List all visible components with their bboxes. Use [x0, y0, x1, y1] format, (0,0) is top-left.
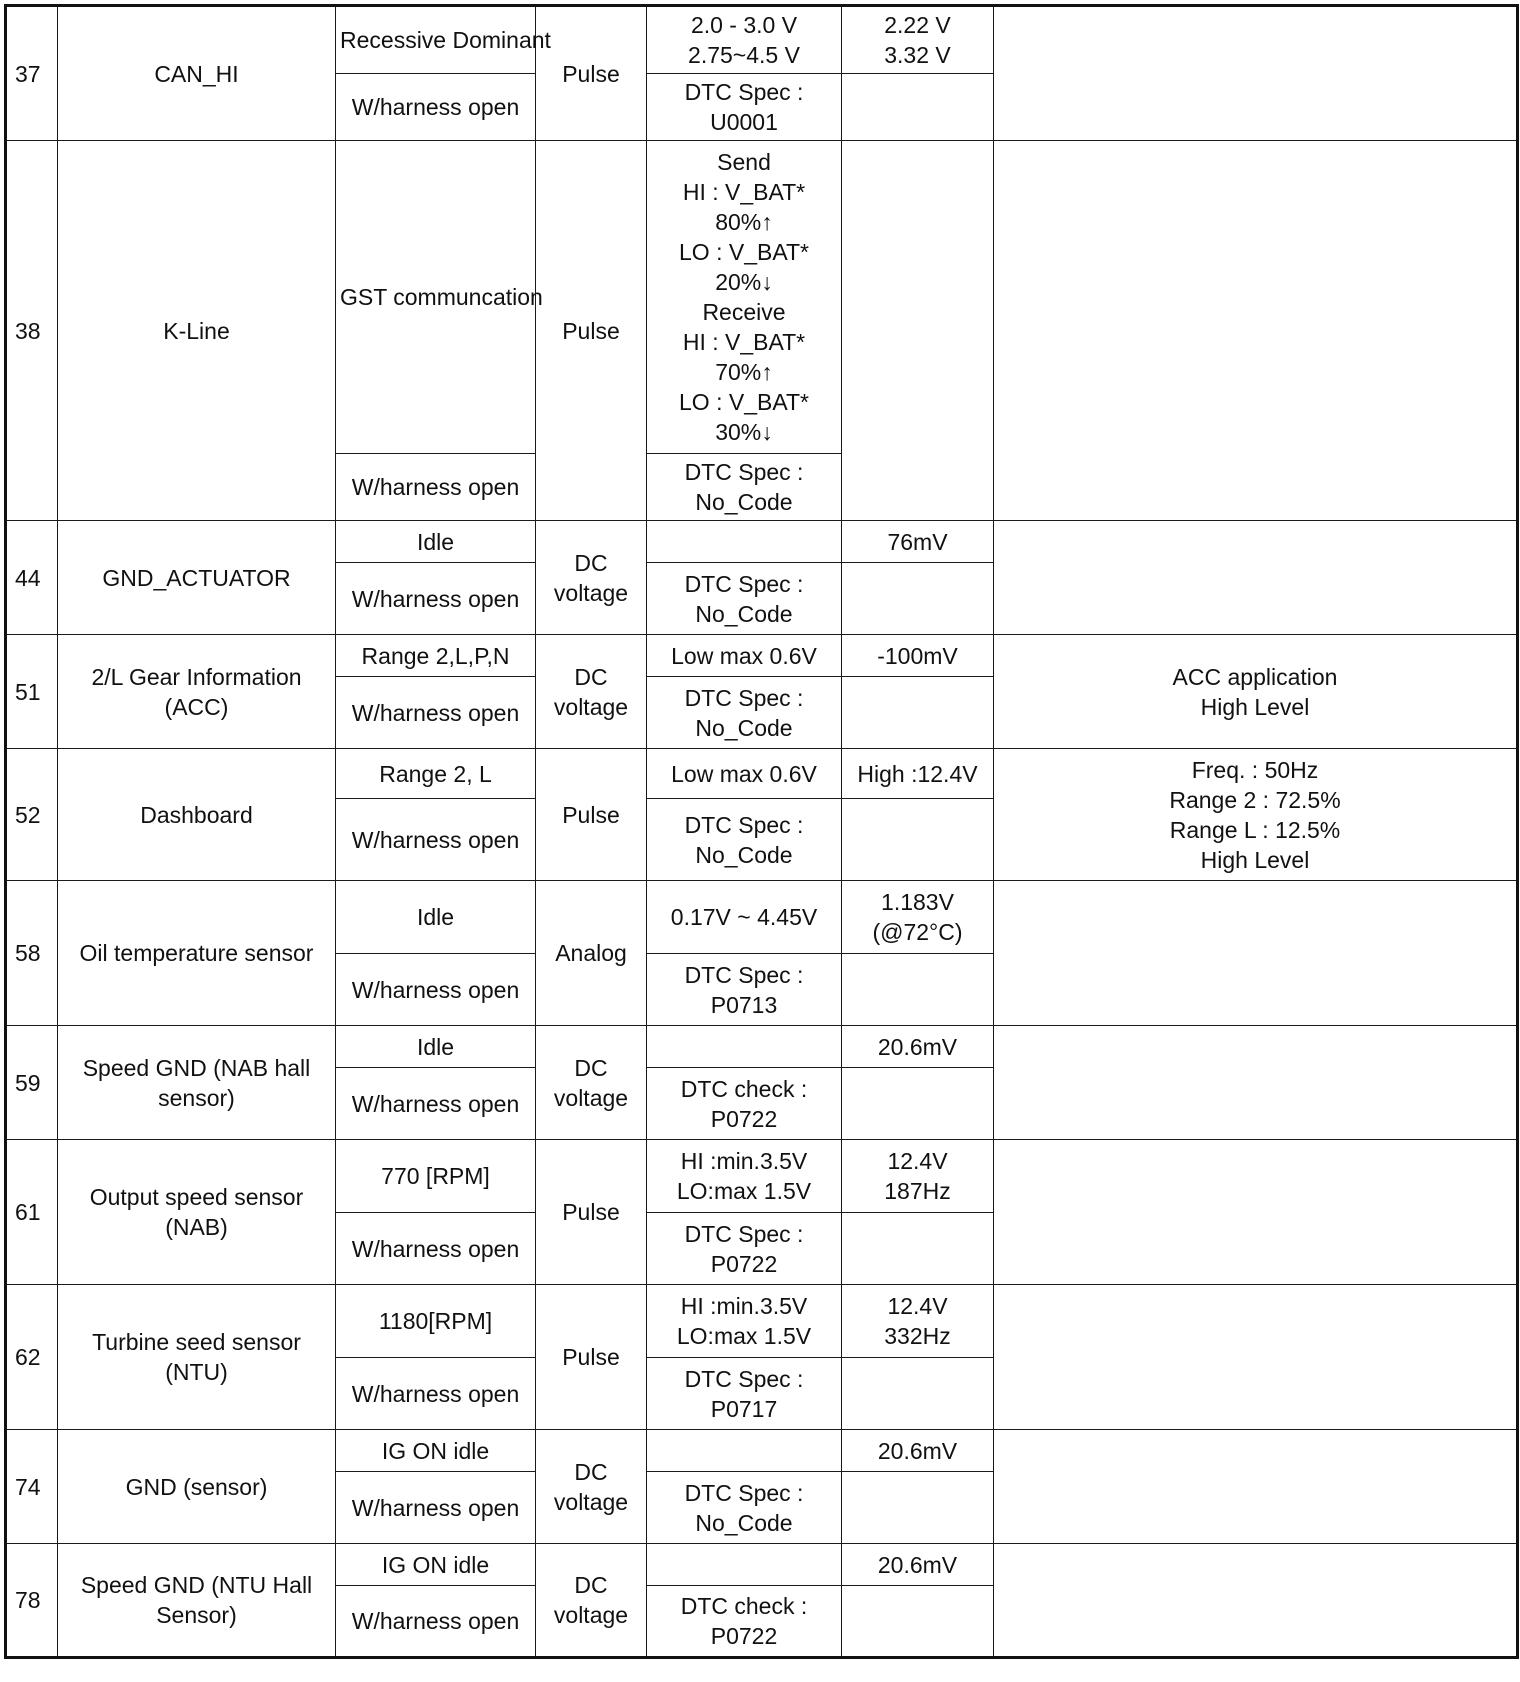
- spec-value: Send HI : V_BAT* 80%↑ LO : V_BAT* 20%↓ Receive HI : V_BAT* 70%↑ LO : V_BAT* 30%↓: [647, 141, 842, 454]
- remark: ACC application High Level: [994, 635, 1518, 749]
- measured-value: High :12.4V: [842, 749, 994, 799]
- terminal-description: GND (sensor): [58, 1430, 336, 1544]
- measured-value: [842, 563, 994, 635]
- spec-value: Low max 0.6V: [647, 749, 842, 799]
- measured-value: 20.6mV: [842, 1544, 994, 1586]
- spec-value: Low max 0.6V: [647, 635, 842, 677]
- remark: [994, 1140, 1518, 1285]
- spec-value: DTC Spec : U0001: [647, 74, 842, 141]
- test-condition: W/harness open: [336, 1358, 536, 1430]
- terminal-description: Speed GND (NTU Hall Sensor): [58, 1544, 336, 1658]
- spec-value: DTC Spec : P0722: [647, 1213, 842, 1285]
- test-condition: W/harness open: [336, 1586, 536, 1658]
- pin-number: 51: [6, 635, 58, 749]
- signal-type: Pulse: [536, 1140, 647, 1285]
- remark: [994, 1026, 1518, 1140]
- spec-value: DTC Spec : No_Code: [647, 677, 842, 749]
- measured-value: 1.183V (@72°C): [842, 881, 994, 954]
- remark: [994, 1285, 1518, 1430]
- test-condition: W/harness open: [336, 677, 536, 749]
- measured-value: 76mV: [842, 521, 994, 563]
- table-row: [6, 881, 1518, 954]
- signal-type: DC voltage: [536, 635, 647, 749]
- measured-value: [842, 1586, 994, 1658]
- remark: Freq. : 50Hz Range 2 : 72.5% Range L : 12.5% High Level: [994, 749, 1518, 881]
- measured-value: 20.6mV: [842, 1026, 994, 1068]
- pin-number: 37: [6, 6, 58, 141]
- spec-value: [647, 1026, 842, 1068]
- table-row: [6, 1140, 1518, 1213]
- measured-value: [842, 1068, 994, 1140]
- measured-value: [842, 1472, 994, 1544]
- pin-number: 44: [6, 521, 58, 635]
- test-condition: W/harness open: [336, 799, 536, 881]
- test-condition: Recessive Dominant: [336, 6, 536, 74]
- remark: [994, 6, 1518, 141]
- pin-number: 61: [6, 1140, 58, 1285]
- terminal-description: K-Line: [58, 141, 336, 521]
- table-row: [6, 6, 1518, 74]
- spec-value: HI :min.3.5V LO:max 1.5V: [647, 1285, 842, 1358]
- measured-value: [842, 954, 994, 1026]
- signal-type: Pulse: [536, 749, 647, 881]
- pin-number: 74: [6, 1430, 58, 1544]
- test-condition: Range 2,L,P,N: [336, 635, 536, 677]
- spec-value: DTC Spec : P0713: [647, 954, 842, 1026]
- test-condition: W/harness open: [336, 563, 536, 635]
- terminal-description: GND_ACTUATOR: [58, 521, 336, 635]
- remark: [994, 1430, 1518, 1544]
- terminal-description: Output speed sensor (NAB): [58, 1140, 336, 1285]
- measured-value: 12.4V 332Hz: [842, 1285, 994, 1358]
- spec-value: 0.17V ~ 4.45V: [647, 881, 842, 954]
- measured-value: [842, 799, 994, 881]
- test-condition: 1180[RPM]: [336, 1285, 536, 1358]
- signal-type: DC voltage: [536, 521, 647, 635]
- terminal-spec-page: [4, 4, 1516, 1682]
- terminal-description: Speed GND (NAB hall sensor): [58, 1026, 336, 1140]
- remark: [994, 141, 1518, 521]
- spec-value: DTC Spec : P0717: [647, 1358, 842, 1430]
- pin-number: 38: [6, 141, 58, 521]
- test-condition: Range 2, L: [336, 749, 536, 799]
- signal-type: DC voltage: [536, 1026, 647, 1140]
- signal-type: Pulse: [536, 141, 647, 521]
- pin-number: 62: [6, 1285, 58, 1430]
- test-condition: GST communcation: [336, 141, 536, 454]
- terminal-spec-table: [4, 4, 1519, 1659]
- terminal-description: CAN_HI: [58, 6, 336, 141]
- terminal-description: 2/L Gear Information (ACC): [58, 635, 336, 749]
- test-condition: W/harness open: [336, 1068, 536, 1140]
- test-condition: Idle: [336, 1026, 536, 1068]
- pin-number: 78: [6, 1544, 58, 1658]
- pin-number: 58: [6, 881, 58, 1026]
- table-row: [6, 521, 1518, 563]
- table-row: [6, 1430, 1518, 1472]
- pin-number: 52: [6, 749, 58, 881]
- test-condition: W/harness open: [336, 74, 536, 141]
- spec-value: [647, 1430, 842, 1472]
- test-condition: 770 [RPM]: [336, 1140, 536, 1213]
- test-condition: Idle: [336, 881, 536, 954]
- spec-value: [647, 1544, 842, 1586]
- measured-value: [842, 1213, 994, 1285]
- pin-number: 59: [6, 1026, 58, 1140]
- table-row: [6, 635, 1518, 677]
- spec-value: [647, 521, 842, 563]
- spec-value: DTC Spec : No_Code: [647, 454, 842, 521]
- spec-value: 2.0 - 3.0 V 2.75~4.5 V: [647, 6, 842, 74]
- table-row: [6, 141, 1518, 454]
- signal-type: DC voltage: [536, 1544, 647, 1658]
- terminal-description: Turbine seed sensor (NTU): [58, 1285, 336, 1430]
- signal-type: Analog: [536, 881, 647, 1026]
- test-condition: Idle: [336, 521, 536, 563]
- remark: [994, 881, 1518, 1026]
- table-row: [6, 1544, 1518, 1586]
- table-body: [6, 6, 1518, 1658]
- table-row: [6, 1285, 1518, 1358]
- spec-value: DTC check : P0722: [647, 1586, 842, 1658]
- measured-value: [842, 74, 994, 141]
- spec-value: HI :min.3.5V LO:max 1.5V: [647, 1140, 842, 1213]
- test-condition: W/harness open: [336, 1213, 536, 1285]
- measured-value: 12.4V 187Hz: [842, 1140, 994, 1213]
- measured-value: -100mV: [842, 635, 994, 677]
- measured-value: [842, 1358, 994, 1430]
- test-condition: W/harness open: [336, 954, 536, 1026]
- spec-value: DTC Spec : No_Code: [647, 1472, 842, 1544]
- test-condition: W/harness open: [336, 454, 536, 521]
- test-condition: IG ON idle: [336, 1430, 536, 1472]
- measured-value: 20.6mV: [842, 1430, 994, 1472]
- spec-value: DTC check : P0722: [647, 1068, 842, 1140]
- test-condition: IG ON idle: [336, 1544, 536, 1586]
- terminal-description: Oil temperature sensor: [58, 881, 336, 1026]
- signal-type: DC voltage: [536, 1430, 647, 1544]
- spec-value: DTC Spec : No_Code: [647, 563, 842, 635]
- measured-value: 2.22 V 3.32 V: [842, 6, 994, 74]
- spec-value: DTC Spec : No_Code: [647, 799, 842, 881]
- measured-value: [842, 677, 994, 749]
- terminal-description: Dashboard: [58, 749, 336, 881]
- remark: [994, 1544, 1518, 1658]
- signal-type: Pulse: [536, 6, 647, 141]
- signal-type: Pulse: [536, 1285, 647, 1430]
- table-row: [6, 1026, 1518, 1068]
- remark: [994, 521, 1518, 635]
- test-condition: W/harness open: [336, 1472, 536, 1544]
- measured-value: [842, 141, 994, 521]
- table-row: [6, 749, 1518, 799]
